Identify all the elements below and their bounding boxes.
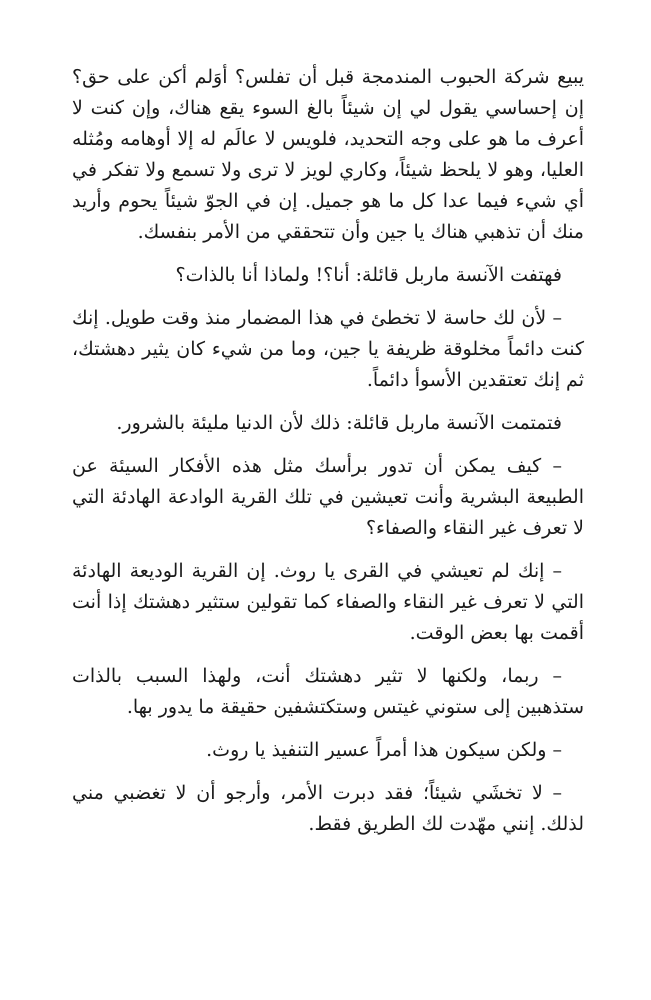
paragraph-dialogue-village: – كيف يمكن أن تدور برأسك مثل هذه الأفكار السيئة عن الطبيعة البشرية وأنت تعيشين في تلك القرية الوادعة الهادئة التي لا تعرف غير النقاء والصفاء؟ [72, 455, 584, 539]
paragraph-dialogue-sense: – لأن لك حاسة لا تخطئ في هذا المضمار منذ وقت طويل. إنك كنت دائماً مخلوقة ظريفة يا جين، وما من شيء كان يثير دهشتك، ثم إنك تعتقدين الأسوأ دائماً. [72, 307, 584, 391]
book-page [72, 62, 584, 852]
paragraph-dialogue-stonygates: – ربما، ولكنها لا تثير دهشتك أنت، ولهذا السبب بالذات ستذهبين إلى ستوني غيتس وستكتشفين حقيقة ما يدور بها. [72, 665, 584, 718]
paragraph-marple-exclaims: فهتفت الآنسة ماربل قائلة: أنا؟! ولماذا أنا بالذات؟ [175, 264, 562, 286]
paragraph-marple-murmurs: فتمتمت الآنسة ماربل قائلة: ذلك لأن الدنيا مليئة بالشرور. [116, 412, 562, 434]
paragraph-dialogue-ruth: – إنك لم تعيشي في القرى يا روث. إن القرية الوديعة الهادئة التي لا تعرف غير النقاء والصفاء كما تقولين ستثير دهشتك إذا أنت أقمت بها بعض الوقت. [72, 560, 584, 644]
paragraph-dialogue-arranged: – لا تخشَي شيئاً؛ فقد دبرت الأمر، وأرجو أن لا تغضبي مني لذلك. إنني مهّدت لك الطريق فقط. [72, 782, 584, 835]
paragraph-dialogue-difficult: – ولكن سيكون هذا أمراً عسير التنفيذ يا روث. [206, 739, 562, 761]
paragraph-opening: يبيع شركة الحبوب المندمجة قبل أن تفلس؟ أوَلم أكن على حق؟ إن إحساسي يقول لي إن شيئاً بالغ السوء يقع هناك، وإن كنت لا أعرف ما هو على وجه التحديد، فلويس لا عالَم له إلا أوهامه ومُثله العليا، وهو لا يلحظ شيئاً، وكاري لويز لا ترى ولا تسمع ولا تفكر في أي شيء فيما عدا كل ما هو جميل. إن في الجوّ شيئاً يحوم وأريد منك أن تذهبي هناك يا جين وأن تتحققي من الأمر بنفسك. [72, 66, 584, 243]
